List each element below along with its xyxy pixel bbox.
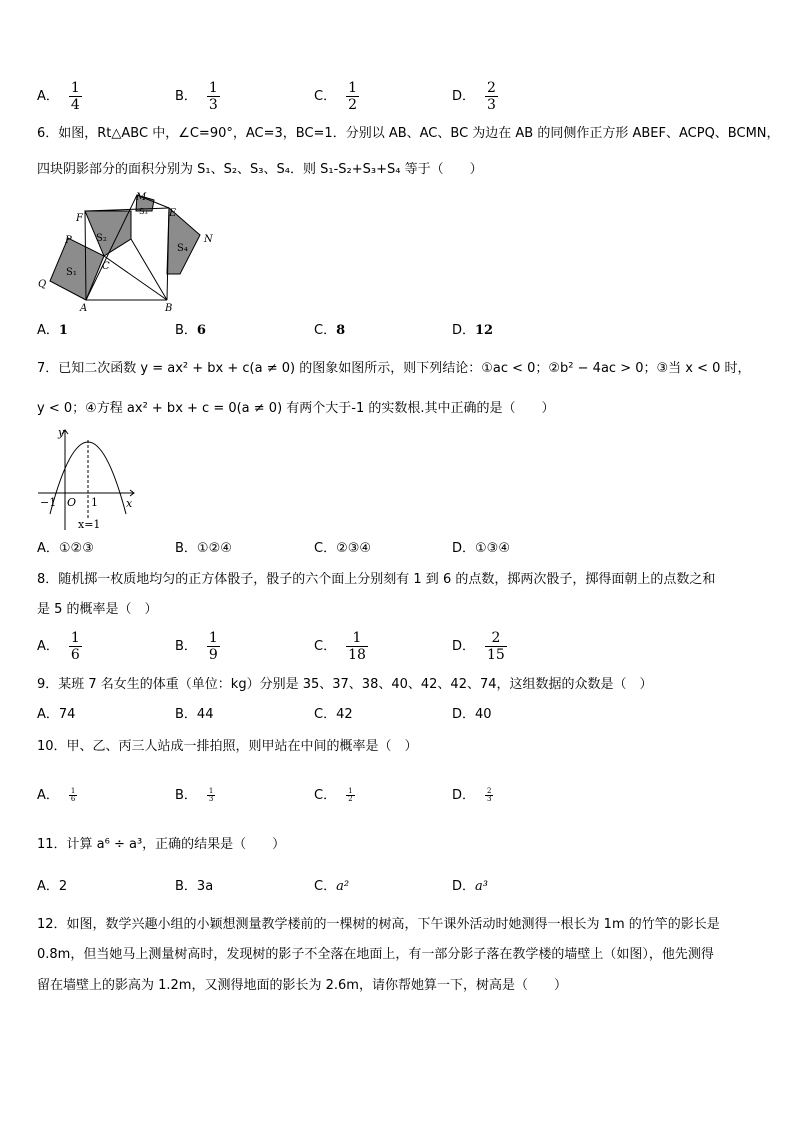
fraction: $\frac{2}{3}$ xyxy=(487,80,496,113)
q7-option-c[interactable]: C．②③④ xyxy=(314,541,372,556)
label-f: F xyxy=(76,213,83,224)
label-b: B xyxy=(165,303,173,314)
fraction: $\frac{1}{3}$ xyxy=(208,787,214,803)
fraction: $\frac{1}{6}$ xyxy=(70,787,76,803)
fraction: $\frac{2}{15}$ xyxy=(487,630,505,663)
fraction: $\frac{1}{18}$ xyxy=(348,630,366,663)
q7-stem-line2: y < 0；④方程 ax² + bx + c = 0(a ≠ 0) 有两个大于-1 的实数根.其中正确的是（ ） xyxy=(37,401,555,416)
q6-option-a[interactable]: A．1 xyxy=(37,323,68,338)
q5-option-b[interactable]: B． $\frac{1}{3}$ xyxy=(175,80,218,113)
label-e: E xyxy=(169,208,177,219)
q6-option-b[interactable]: B．6 xyxy=(175,323,206,338)
label-p: P xyxy=(65,235,72,246)
q6-stem-line2: 四块阴影部分的面积分别为 S₁、S₂、S₃、S₄．则 S₁-S₂+S₃+S₄ 等于（ ） xyxy=(37,162,483,177)
label-a: A xyxy=(80,303,88,314)
fraction: $\frac{1}{9}$ xyxy=(208,630,218,663)
q8-stem-line2: 是 5 的概率是（ ） xyxy=(37,602,158,617)
q5-option-a[interactable]: A． $\frac{1}{4}$ xyxy=(37,80,80,113)
q6-option-c[interactable]: C．8 xyxy=(314,323,346,338)
q11-option-d[interactable]: D．a³ xyxy=(452,879,488,894)
fraction: $\frac{1}{2}$ xyxy=(348,80,357,113)
fraction: $\frac{1}{2}$ xyxy=(348,787,353,803)
q5-option-c[interactable]: C． $\frac{1}{2}$ xyxy=(314,80,357,113)
q6-stem-line1: 6．如图，Rt△ABC 中，∠C=90°，AC=3，BC=1．分别以 AB、AC、BC 为边在 AB 的同侧作正方形 ABEF、ACPQ、BCMN， xyxy=(37,126,780,141)
region-s1 xyxy=(50,238,104,300)
q10-option-c[interactable]: C． $\frac{1}{2}$ xyxy=(314,787,353,803)
q5-option-d[interactable]: D． $\frac{2}{3}$ xyxy=(452,80,496,113)
label-n: N xyxy=(204,234,213,245)
q10-option-a[interactable]: A． $\frac{1}{6}$ xyxy=(37,787,76,803)
q7-option-b[interactable]: B．①②④ xyxy=(175,541,232,556)
q12-stem-line1: 12．如图，数学兴趣小组的小颖想测量教学楼前的一棵树的树高，下午课外活动时她测得一根长为 1m 的竹竿的影长是 xyxy=(37,917,720,932)
label-s3: S₃ xyxy=(139,207,148,216)
q8-option-c[interactable]: C． $\frac{1}{18}$ xyxy=(314,630,366,663)
q9-option-d[interactable]: D．40 xyxy=(452,707,492,722)
label-s2: S₂ xyxy=(96,233,107,244)
q6-option-d[interactable]: D．12 xyxy=(452,323,494,338)
q10-stem: 10．甲、乙、丙三人站成一排拍照，则甲站在中间的概率是（ ） xyxy=(37,739,418,754)
graph-label-y: y xyxy=(58,426,65,439)
graph-label-1: 1 xyxy=(91,496,98,509)
graph-label-axis: x=1 xyxy=(78,518,101,531)
region-s2 xyxy=(85,211,131,256)
q9-stem: 9．某班 7 名女生的体重（单位：kg）分别是 35、37、38、40、42、42、74，这组数据的众数是（ ） xyxy=(37,677,653,692)
q12-stem-line3: 留在墙壁上的影高为 1.2m，又测得地面的影长为 2.6m，请你帮她算一下，树高是（ ） xyxy=(37,978,567,993)
label-s1: S₁ xyxy=(66,267,77,278)
graph-label-x: x xyxy=(126,497,133,510)
q11-stem: 11．计算 a⁶ ÷ a³，正确的结果是（ ） xyxy=(37,837,286,852)
q10-option-b[interactable]: B． $\frac{1}{3}$ xyxy=(175,787,214,803)
q7-option-a[interactable]: A．①②③ xyxy=(37,541,94,556)
q10-option-d[interactable]: D． $\frac{2}{3}$ xyxy=(452,787,492,803)
q9-option-a[interactable]: A．74 xyxy=(37,707,76,722)
q8-option-a[interactable]: A． $\frac{1}{6}$ xyxy=(37,630,80,663)
q7-stem-line1: 7．已知二次函数 y = ax² + bx + c(a ≠ 0) 的图象如图所示，则下列结论：①ac < 0；②b² − 4ac > 0；③当 x < 0 时， xyxy=(37,361,751,376)
q11-option-c[interactable]: C．a² xyxy=(314,879,350,894)
q9-option-b[interactable]: B．44 xyxy=(175,707,214,722)
fraction: $\frac{1}{6}$ xyxy=(70,630,80,663)
label-q: Q xyxy=(38,279,47,290)
q6-figure xyxy=(36,190,226,316)
fraction: $\frac{1}{4}$ xyxy=(70,80,80,113)
q9-option-c[interactable]: C．42 xyxy=(314,707,353,722)
q7-option-d[interactable]: D．①③④ xyxy=(452,541,510,556)
label-s4: S₄ xyxy=(177,243,188,254)
q8-option-d[interactable]: D． $\frac{2}{15}$ xyxy=(452,630,505,663)
q8-option-b[interactable]: B． $\frac{1}{9}$ xyxy=(175,630,218,663)
q8-stem-line1: 8．随机掷一枚质地均匀的正方体骰子，骰子的六个面上分别刻有 1 到 6 的点数，掷两次骰子，掷得面朝上的点数之和 xyxy=(37,572,716,587)
label-c: C xyxy=(102,261,110,272)
q11-option-a[interactable]: A．2 xyxy=(37,879,68,894)
q12-stem-line2: 0.8m，但当她马上测量树高时，发现树的影子不全落在地面上，有一部分影子落在教学楼的墙壁上（如图），他先测得 xyxy=(37,947,714,962)
fraction: $\frac{2}{3}$ xyxy=(487,787,492,803)
q11-option-b[interactable]: B．3a xyxy=(175,879,214,894)
fraction: $\frac{1}{3}$ xyxy=(208,80,218,113)
graph-label-origin: O xyxy=(67,496,77,509)
q7-graph xyxy=(36,424,146,536)
graph-label-neg1: −1 xyxy=(40,496,57,509)
label-m: M xyxy=(136,192,147,203)
